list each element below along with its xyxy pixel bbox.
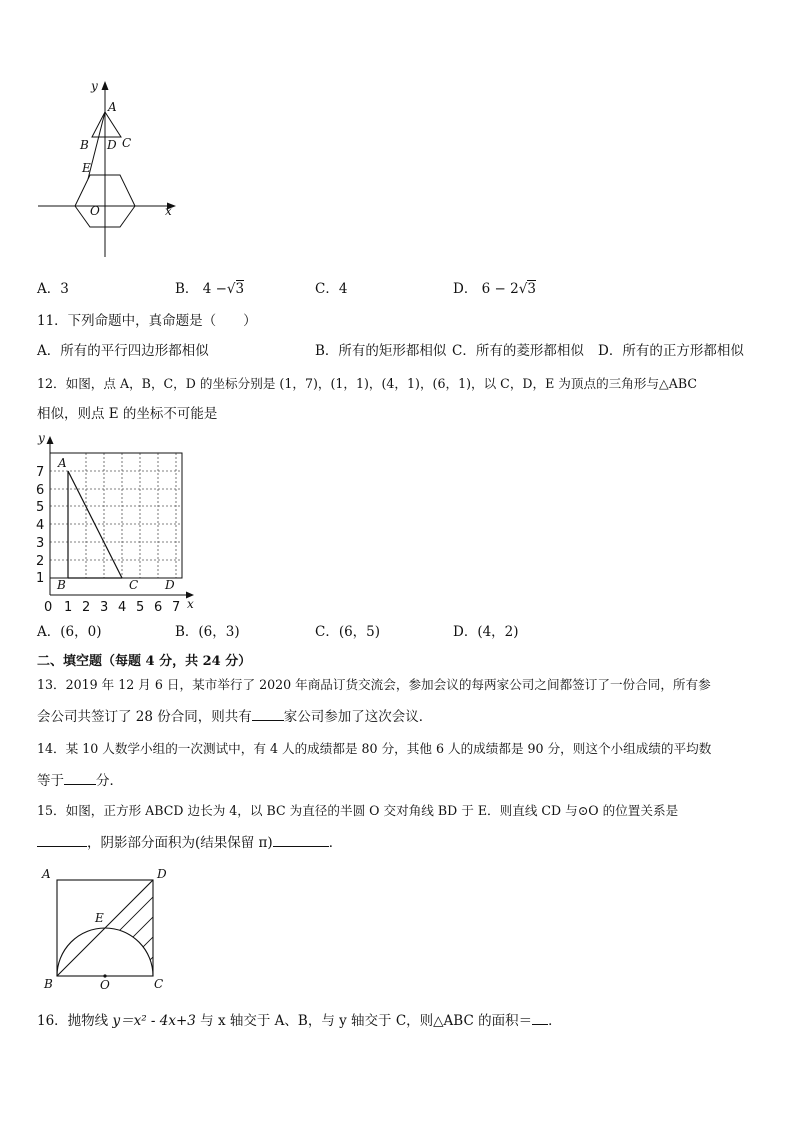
q13-text-post: 家公司参加了这次会议． [283, 709, 433, 725]
segment-ac [68, 471, 122, 578]
y-tick: 2 [36, 554, 45, 569]
option-letter: A． [37, 281, 61, 297]
x-tick: 1 [64, 600, 73, 615]
q12-option-d[interactable]: D．(4，2) [453, 624, 519, 640]
y-tick: 6 [36, 483, 45, 498]
q15-line2 [37, 832, 342, 852]
q12-stem-line1: 12．如图，点 A，B，C，D 的坐标分别是 (1，7)，(1，1)，(4，1)，(6，1)，以 C，D，E 为顶点的三角形与△ABC [37, 376, 697, 391]
figure-q15 [38, 862, 178, 994]
q13-text-pre: 会公司共签订了 28 份合同，则共有 [37, 709, 252, 725]
radicand: 3 [527, 281, 536, 297]
figure-q12 [30, 428, 205, 618]
q16-line [37, 1010, 562, 1030]
q11-option-b[interactable]: B．所有的矩形都相似 [315, 343, 447, 359]
x-tick: 3 [100, 600, 109, 615]
option-text: 3 [60, 281, 69, 297]
y-tick: 3 [36, 536, 45, 551]
y-tick: 7 [36, 465, 45, 480]
section-title: 二、填空题（每题 4 分，共 24 分） [37, 654, 252, 669]
q15-line1: 15．如图，正方形 ABCD 边长为 4，以 BC 为直径的半圆 O 交对角线 BD 于 E．则直线 CD 与⊙O 的位置关系是 [37, 803, 679, 818]
figure-q10 [30, 75, 190, 265]
label-d: D [157, 867, 167, 881]
answer-blank[interactable] [252, 706, 284, 721]
label-b: B [80, 138, 89, 152]
label-a: A [58, 456, 67, 470]
label-x: x [165, 204, 172, 218]
option-text: 4 [338, 281, 348, 297]
diagonal-bd [57, 880, 153, 976]
q15-text-mid: ，阴影部分面积为(结果保留 π) [87, 835, 273, 851]
q16-text-mid: 与 x 轴交于 A、B，与 y 轴交于 C，则△ABC 的面积＝ [195, 1013, 533, 1029]
q12-option-a[interactable]: A．(6，0) [37, 624, 102, 640]
sqrt-icon: √ [226, 281, 236, 297]
option-text: 6 − 2 [481, 281, 519, 297]
label-o: O [90, 204, 100, 218]
x-tick: 4 [118, 600, 127, 615]
semicircle-o [57, 928, 153, 976]
answer-blank[interactable] [37, 832, 87, 847]
q11-stem: 11．下列命题中，真命题是（ ） [37, 313, 257, 329]
label-c: C [122, 136, 132, 150]
q10-option-d[interactable] [453, 277, 536, 297]
label-d: D [107, 138, 117, 152]
label-c: C [154, 977, 164, 991]
option-letter: B． [175, 281, 199, 297]
grid [50, 453, 182, 578]
label-e: E [95, 911, 104, 925]
x-tick: 5 [136, 600, 145, 615]
label-b: B [57, 578, 66, 592]
q14-text-post: 分． [96, 773, 123, 789]
y-tick: 1 [36, 571, 45, 586]
y-tick: 5 [36, 500, 45, 515]
q10-option-b[interactable] [175, 277, 244, 297]
q16-equation: y＝x² - 4x+3 [112, 1013, 196, 1029]
label-a: A [42, 867, 51, 881]
y-tick: 4 [36, 518, 45, 533]
label-e: E [82, 161, 91, 175]
q16-text-end: ． [548, 1013, 562, 1029]
q13-line2 [37, 706, 432, 726]
label-d: D [165, 578, 175, 592]
x-tick: 7 [172, 600, 181, 615]
answer-blank[interactable] [273, 832, 329, 847]
x-tick-labels [44, 600, 180, 615]
q14-text-pre: 等于 [37, 773, 64, 789]
q11-option-a[interactable]: A．所有的平行四边形都相似 [37, 343, 209, 359]
sqrt-icon: √ [518, 281, 528, 297]
x-tick: 2 [82, 600, 91, 615]
q14-line2 [37, 770, 123, 790]
q16-text-pre: 16．抛物线 [37, 1013, 113, 1029]
q12-stem-line2: 相似，则点 E 的坐标不可能是 [37, 406, 218, 422]
answer-blank[interactable] [64, 770, 96, 785]
q11-option-d[interactable]: D．所有的正方形都相似 [598, 343, 744, 359]
q10-option-a[interactable] [37, 277, 69, 297]
radicand: 3 [235, 281, 245, 297]
y-axis-arrow-icon [47, 436, 54, 444]
label-b: B [44, 977, 53, 991]
y-axis-arrow-icon [102, 81, 109, 90]
triangle-abc [92, 112, 121, 137]
q13-line1: 13．2019 年 12 月 6 日，某市举行了 2020 年商品订货交流会，参加会议的每两家公司之间都签订了一份合同，所有参 [37, 677, 711, 692]
y-tick-labels [36, 465, 44, 586]
answer-blank[interactable] [532, 1010, 548, 1025]
x-tick: 0 [44, 600, 53, 615]
option-letter: C． [315, 281, 339, 297]
label-y: y [38, 431, 45, 445]
label-c: C [129, 578, 139, 592]
label-a: A [108, 100, 117, 114]
grid-border [50, 453, 182, 578]
label-o: O [100, 978, 110, 992]
label-x: x [187, 597, 194, 611]
q11-option-c[interactable]: C．所有的菱形都相似 [452, 343, 584, 359]
q15-text-end: ． [328, 835, 343, 851]
x-tick: 6 [154, 600, 163, 615]
label-y: y [91, 79, 98, 93]
q14-line1: 14．某 10 人数学小组的一次测试中，有 4 人的成绩都是 80 分，其他 6 人的成绩都是 90 分，则这个小组成绩的平均数 [37, 741, 712, 756]
q12-option-c[interactable]: C．(6，5) [315, 624, 381, 640]
option-text: 4 − [202, 281, 227, 297]
option-letter: D． [453, 281, 478, 297]
q10-option-c[interactable] [315, 277, 347, 297]
q12-option-b[interactable]: B．(6，3) [175, 624, 240, 640]
